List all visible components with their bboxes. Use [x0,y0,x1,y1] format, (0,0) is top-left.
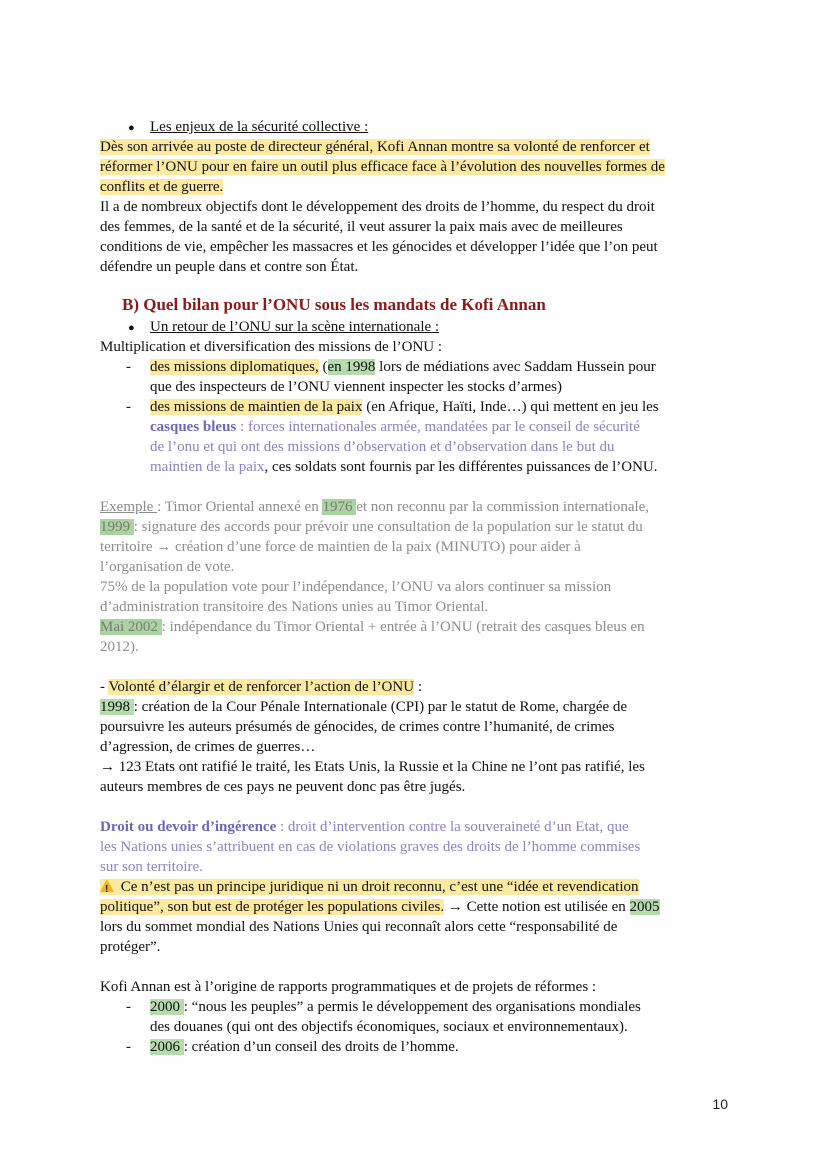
paragraph-line: Dès son arrivée au poste de directeur général, Kofi Annan montre sa volonté de renforcer et [100,139,650,155]
list-item-maintien: des missions de maintien de la paix (en Afrique, Haïti, Inde…) qui mettent en jeu les [150,399,659,415]
paragraph-line: des femmes, de la santé et de la sécurité, il veut assurer la paix mais avec de meilleures [100,219,623,235]
warning-icon [100,879,114,892]
paragraph-line: défendre un peuple dans et contre son État. [100,259,359,275]
dash-marker: - [126,999,131,1015]
example-line: Exemple : Timor Oriental annexé en 1976 et non reconnu par la commission internationale, [100,499,650,515]
paragraph-line: Multiplication et diversification des missions de l’ONU : [100,339,443,355]
definition-line: les Nations unies s’attribuent en cas de violations graves des droits de l’homme commises [100,839,641,855]
list-item-2006: 2006 : création d’un conseil des droits de l’homme. [150,1039,459,1055]
bullet-icon: ● [128,122,135,134]
definition-ingerence: Droit ou devoir d’ingérence : droit d’intervention contre la souveraineté d’un Etat, que [100,819,629,835]
dash-marker: - [126,1039,131,1055]
list-item-line: des douanes (qui ont des objectifs économiques, sociaux et environnementaux). [150,1019,628,1035]
definition-line: maintien de la paix, ces soldats sont fournis par les différentes puissances de l’ONU. [150,459,658,475]
paragraph-line: 1998 : création de la Cour Pénale Internationale (CPI) par le statut de Rome, chargée de [100,699,628,715]
page-number: 10 [712,1096,728,1112]
paragraph-line: conditions de vie, empêcher les massacres et les génocides et développer l’idée que l’on peut [100,239,658,255]
paragraph-line: politique”, son but est de protéger les populations civiles. → Cette notion est utilisée en 2005 [100,899,660,915]
dash-marker: - [126,399,131,415]
volonte-heading: - Volonté d’élargir et de renforcer l’action de l’ONU : [100,679,422,695]
paragraph-line: conflits et de guerre. [100,179,224,195]
example-line: Mai 2002 : indépendance du Timor Oriental + entrée à l’ONU (retrait des casques bleus en [100,619,645,635]
warning-line: ! Ce n’est pas un principe juridique ni un droit reconnu, c’est une “idée et revendication [100,877,639,897]
example-line: 75% de la population vote pour l’indépendance, l’ONU va alors continuer sa mission [100,579,612,595]
paragraph-line: Il a de nombreux objectifs dont le développement des droits de l’homme, du respect du droit [100,199,655,215]
example-line: d’administration transitoire des Nations unies au Timor Oriental. [100,599,489,615]
example-line: l’organisation de vote. [100,559,235,575]
paragraph-line: réformer l’ONU pour en faire un outil plus efficace face à l’évolution des nouvelles formes de [100,159,665,175]
paragraph-line: lors du sommet mondial des Nations Unies qui reconnaît alors cette “responsabilité de [100,919,618,935]
paragraph-line: Kofi Annan est à l’origine de rapports programmatiques et de projets de réformes : [100,979,597,995]
bullet-icon: ● [128,322,135,334]
list-item-line: que des inspecteurs de l’ONU viennent inspecter les stocks d’armes) [150,379,562,395]
paragraph-line: protéger”. [100,939,161,955]
example-line: 2012). [100,639,139,655]
paragraph-line: poursuivre les auteurs présumés de génocides, de crimes contre l’humanité, de crimes [100,719,615,735]
paragraph-line: d’agression, de crimes de guerres… [100,739,316,755]
definition-line: de l’onu et qui ont des missions d’observation et d’observation dans le but du [150,439,615,455]
paragraph-line: → 123 Etats ont ratifié le traité, les Etats Unis, la Russie et la Chine ne l’ont pas ratifié, les [100,759,645,775]
bullet-heading-securite: Les enjeux de la sécurité collective : [150,119,369,135]
list-item-diplomatiques: des missions diplomatiques, (en 1998 lors de médiations avec Saddam Hussein pour [150,359,656,375]
example-line: 1999 : signature des accords pour prévoir une consultation de la population sur le statut du [100,519,643,535]
section-heading-b: B) Quel bilan pour l’ONU sous les mandats de Kofi Annan [122,295,546,314]
list-item-2000: 2000 : “nous les peuples” a permis le développement des organisations mondiales [150,999,641,1015]
bullet-heading-retour: Un retour de l’ONU sur la scène internationale : [150,319,440,335]
paragraph-line: auteurs membres de ces pays ne peuvent donc pas être jugés. [100,779,466,795]
definition-casques-bleus: casques bleus : forces internationales armée, mandatées par le conseil de sécurité [150,419,640,435]
definition-line: sur son territoire. [100,859,203,875]
dash-marker: - [126,359,131,375]
example-line: territoire → création d’une force de maintien de la paix (MINUTO) pour aider à [100,539,581,555]
